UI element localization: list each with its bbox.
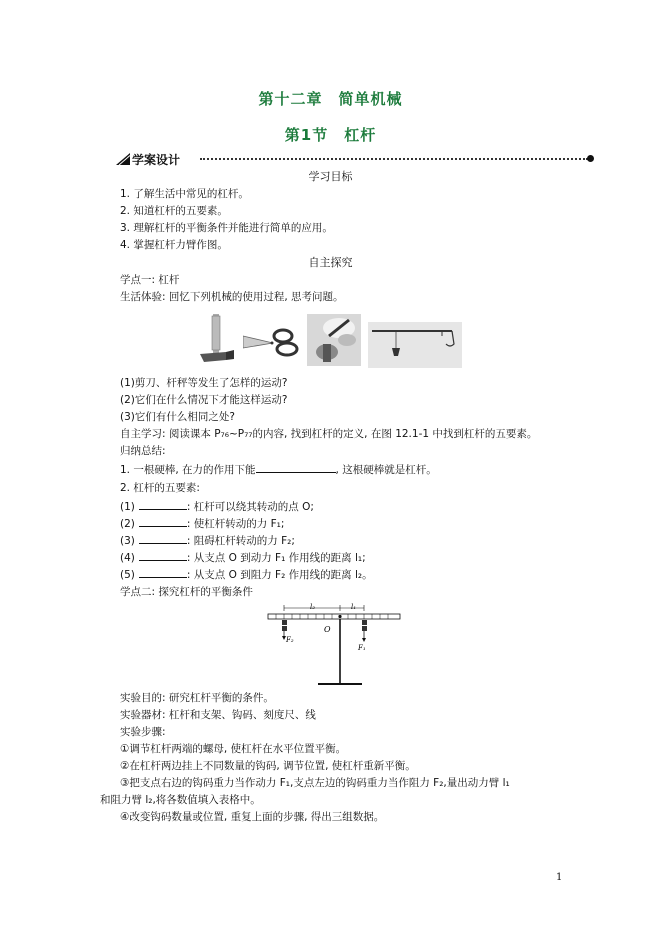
goals-heading: 学习目标: [308, 170, 353, 183]
five-element-blank[interactable]: [139, 549, 187, 561]
banner-dotted-rule: [200, 158, 588, 160]
question-item: (3)它们有什么相同之处?: [120, 411, 235, 423]
five-element-row: [120, 549, 366, 565]
five-element-row: [120, 498, 314, 514]
hammer-image: [196, 312, 236, 368]
banner-label: 学案设计: [132, 153, 181, 167]
f1-label: F₁: [358, 644, 366, 652]
five-element-number: (5): [120, 569, 135, 581]
question-item: (1)剪刀、杆秤等发生了怎样的运动?: [120, 377, 288, 389]
five-element-blank[interactable]: [139, 515, 187, 527]
five-element-text: : 从支点 O 到动力 F₁ 作用线的距离 l₁;: [186, 552, 366, 564]
five-element-number: (3): [120, 535, 135, 547]
l1-label: l₁: [351, 603, 357, 611]
summary-heading: 归纳总结:: [120, 445, 166, 457]
experiment-step: ③把支点右边的钩码重力当作动力 F₁,支点左边的钩码重力当作阻力 F₂,量出动力臂 l₁: [120, 777, 510, 789]
pivot-label: O: [324, 625, 331, 634]
section-banner: [116, 151, 594, 167]
five-element-row: [120, 566, 373, 582]
goal-item: 4. 掌握杠杆力臂作图。: [120, 239, 228, 251]
five-element-row: [120, 532, 295, 548]
question-item: (2)它们在什么情况下才能这样运动?: [120, 394, 288, 406]
goal-item: 2. 知道杠杆的五要素。: [120, 205, 228, 217]
experiment-step: ②在杠杆两边挂上不同数量的钩码, 调节位置, 使杠杆重新平衡。: [120, 760, 416, 772]
experiment-step: ①调节杠杆两端的螺母, 使杠杆在水平位置平衡。: [120, 743, 347, 755]
section-title: 第1节 杠杆: [284, 126, 377, 144]
page-number: 1: [556, 872, 563, 883]
life-experience-text: 生活体验: 回忆下列机械的使用过程, 思考问题。: [120, 291, 344, 303]
five-elements-heading: 2. 杠杆的五要素:: [120, 482, 200, 494]
definition-suffix: , 这根硬棒就是杠杆。: [335, 464, 437, 476]
five-element-text: : 杠杆可以绕其转动的点 O;: [186, 501, 314, 513]
experiment-materials: 实验器材: 杠杆和支架、钩码、刻度尺、线: [120, 709, 316, 721]
self-study-text: 自主学习: 阅读课本 P₇₆~P₇₇的内容, 找到杠杆的定义, 在图 12.1-1 中找到杠杆的五要素。: [120, 428, 538, 440]
point-two-heading: 学点二: 探究杠杆的平衡条件: [120, 586, 253, 598]
l2-label: l₂: [310, 603, 316, 611]
explore-heading: 自主探究: [308, 256, 353, 269]
five-element-number: (1): [120, 501, 135, 513]
five-element-text: : 使杠杆转动的力 F₁;: [186, 518, 285, 530]
f2-label: F₂: [286, 636, 294, 644]
bottle-opener-image: [307, 314, 361, 366]
five-element-number: (2): [120, 518, 135, 530]
experiment-purpose: 实验目的: 研究杠杆平衡的条件。: [120, 692, 274, 704]
lever-definition: [120, 461, 437, 477]
steelyard-image: [368, 322, 462, 368]
point-one-heading: 学点一: 杠杆: [120, 274, 180, 286]
banner-triangle-icon: [116, 153, 130, 165]
chapter-title: 第十二章 简单机械: [258, 90, 403, 108]
scissors-image: [243, 328, 301, 358]
five-element-blank[interactable]: [139, 566, 187, 578]
five-element-text: : 从支点 O 到阻力 F₂ 作用线的距离 l₂。: [186, 569, 373, 581]
definition-blank[interactable]: [256, 461, 336, 473]
definition-prefix: 1. 一根硬棒, 在力的作用下能: [120, 464, 256, 476]
five-element-number: (4): [120, 552, 135, 564]
experiment-step-continued: 和阻力臂 l₂,将各数值填入表格中。: [100, 794, 261, 806]
five-element-text: : 阻碍杠杆转动的力 F₂;: [186, 535, 295, 547]
lever-balance-diagram: [264, 602, 402, 690]
five-element-blank[interactable]: [139, 532, 187, 544]
goal-item: 3. 理解杠杆的平衡条件并能进行简单的应用。: [120, 222, 333, 234]
experiment-steps-heading: 实验步骤:: [120, 726, 166, 738]
five-element-blank[interactable]: [139, 498, 187, 510]
banner-end-dot: [587, 155, 594, 162]
goal-item: 1. 了解生活中常见的杠杆。: [120, 188, 249, 200]
five-element-row: [120, 515, 284, 531]
experiment-step: ④改变钩码数量或位置, 重复上面的步骤, 得出三组数据。: [120, 811, 385, 823]
